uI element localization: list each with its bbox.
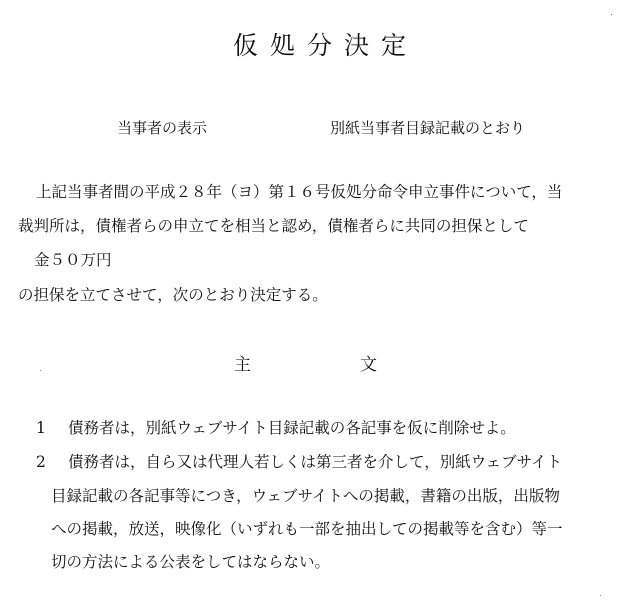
document-title: 仮処分決定 [232,31,418,60]
body-line-4: の担保を立てさせて，次のとおり決定する。 [18,286,328,304]
order-1-number: 1 [36,419,46,437]
scan-speck [40,370,41,371]
parties-value: 別紙当事者目録記載のとおり [330,119,526,137]
main-heading-right: 文 [360,355,377,375]
scan-speck [611,14,612,15]
main-heading-left: 主 [234,355,251,375]
order-2-line-4: 切の方法による公表をしてはならない。 [51,553,331,571]
order-2-line-1: 債務者は，自ら又は代理人若しくは第三者を介して，別紙ウェブサイト [68,453,562,471]
order-1-line-1: 債務者は，別紙ウェブサイト目録記載の各記事を仮に削除せよ。 [68,419,516,437]
body-line-2: 裁判所は，債権者らの申立てを相当と認め，債権者らに共同の担保として [18,217,529,235]
parties-row [117,117,526,138]
body-line-1: 上記当事者間の平成２８年（ヨ）第１６号仮処分命令申立事件について，当 [36,183,563,201]
order-2-number: 2 [36,453,46,471]
scan-speck [600,595,601,596]
order-2-line-2: 目録記載の各記事等につき，ウェブサイトへの掲載，書籍の出版，出版物 [51,487,560,505]
body-line-3: 金５０万円 [34,251,112,269]
order-2-line-3: への掲載，放送，映像化（いずれも一部を抽出しての掲載等を含む）等一 [51,520,563,538]
parties-label: 当事者の表示 [117,119,208,137]
